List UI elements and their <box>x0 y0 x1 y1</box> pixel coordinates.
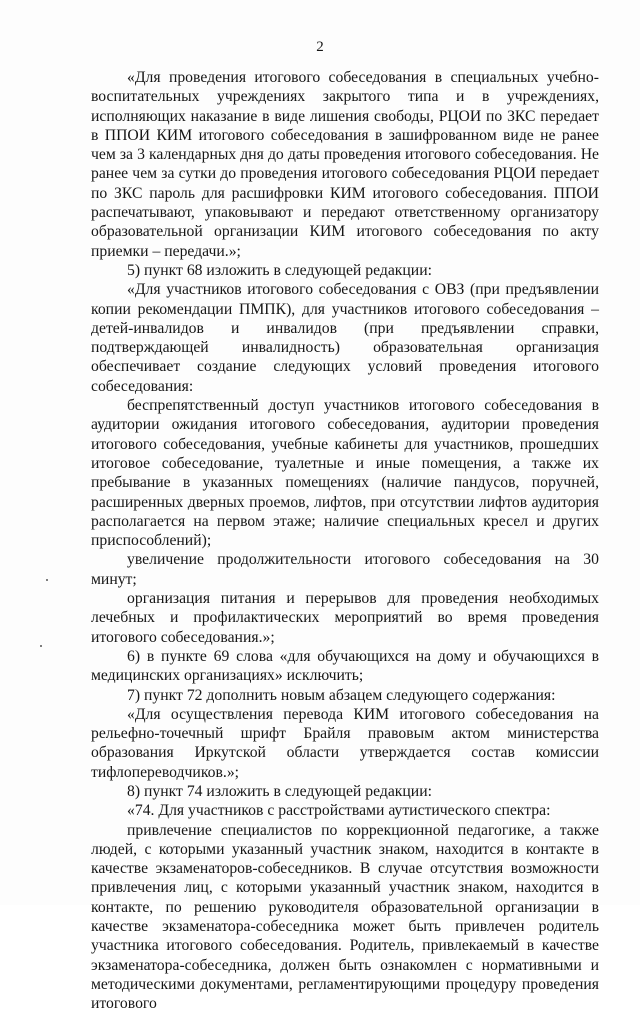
paragraph: беспрепятственный доступ участников итогового собеседования в аудитории ожидания итогового собеседования, аудитории проведения итогового собеседования, учебные кабинеты для участников, прошедших итоговое собеседование, туалетные и иные помещения, а также их пребывание в указанных помещениях (наличие пандусов, поручней, расширенных дверных проемов, лифтов, при отсутствии лифтов аудитория располагается на первом этаже; наличие специальных кресел и других приспособлений); <box>91 397 599 550</box>
paragraph: «Для осуществления перевода КИМ итогового собеседования на рельефно-точечный шрифт Брайля правовым актом министерства образования Иркутской области утверждается состав комиссии тифлопереводчиков.»; <box>91 705 599 781</box>
scan-speck <box>46 579 48 581</box>
paragraph: 7) пункт 72 дополнить новым абзацем следующего содержания: <box>127 686 556 704</box>
paragraph: «Для участников итогового собеседования с ОВЗ (при предъявлении копии рекомендации ПМПК), для участников итогового собеседования – детей-инвалидов и инвалидов (при предъявлении справки, подтверждающей инвалидность) образовательная организация обеспечивает создание следующих условий проведения итогового собеседования: <box>91 281 599 395</box>
page-number: 2 <box>316 39 324 55</box>
document-body <box>91 68 599 1014</box>
paragraph: увеличение продолжительности итогового собеседования на 30 минут; <box>91 551 599 588</box>
paragraph: привлечение специалистов по коррекционной педагогике, а также людей, с которыми указанный участник знаком, находится в контакте в качестве экзаменаторов-собеседников. В случае отсутствия возможности привлечения лиц, с которыми указанный участник знаком, находится в контакте, по решению руководителя образовательной организации в качестве экзаменатора-собеседника может быть привлечен родитель участника итогового собеседования. Родитель, привлекаемый в качестве экзаменатора-собеседника, должен быть ознакомлен с нормативными и методическими документами, регламентирующими процедуру проведения итогового <box>91 821 599 1013</box>
paragraph: «74. Для участников с расстройствами аутистического спектра: <box>127 802 551 820</box>
scan-speck <box>40 645 42 647</box>
paragraph: организация питания и перерывов для проведения необходимых лечебных и профилактических мероприятий во время проведения итогового собеседования.»; <box>91 590 599 646</box>
paragraph: 5) пункт 68 изложить в следующей редакции: <box>127 261 432 279</box>
paragraph: 8) пункт 74 изложить в следующей редакции: <box>127 782 432 800</box>
paragraph: 6) в пункте 69 слова «для обучающихся на дому и обучающихся в медицинских организациях» исключить; <box>91 647 599 685</box>
paragraph: «Для проведения итогового собеседования в специальных учебно-воспитательных учреждениях закрытого типа и в учреждениях, исполняющих наказание в виде лишения свободы, РЦОИ по ЗКС передает в ППОИ КИМ итогового собеседования в зашифрованном виде не ранее чем за 3 календарных дня до даты проведения итогового собеседования. Не ранее чем за сутки до проведения итогового собеседования РЦОИ передает по ЗКС пароль для расшифровки КИМ итогового собеседования. ППОИ распечатывают, упаковывают и передают ответственному организатору образовательной организации КИМ итогового собеседования по акту приемки – передачи.»; <box>91 69 599 260</box>
